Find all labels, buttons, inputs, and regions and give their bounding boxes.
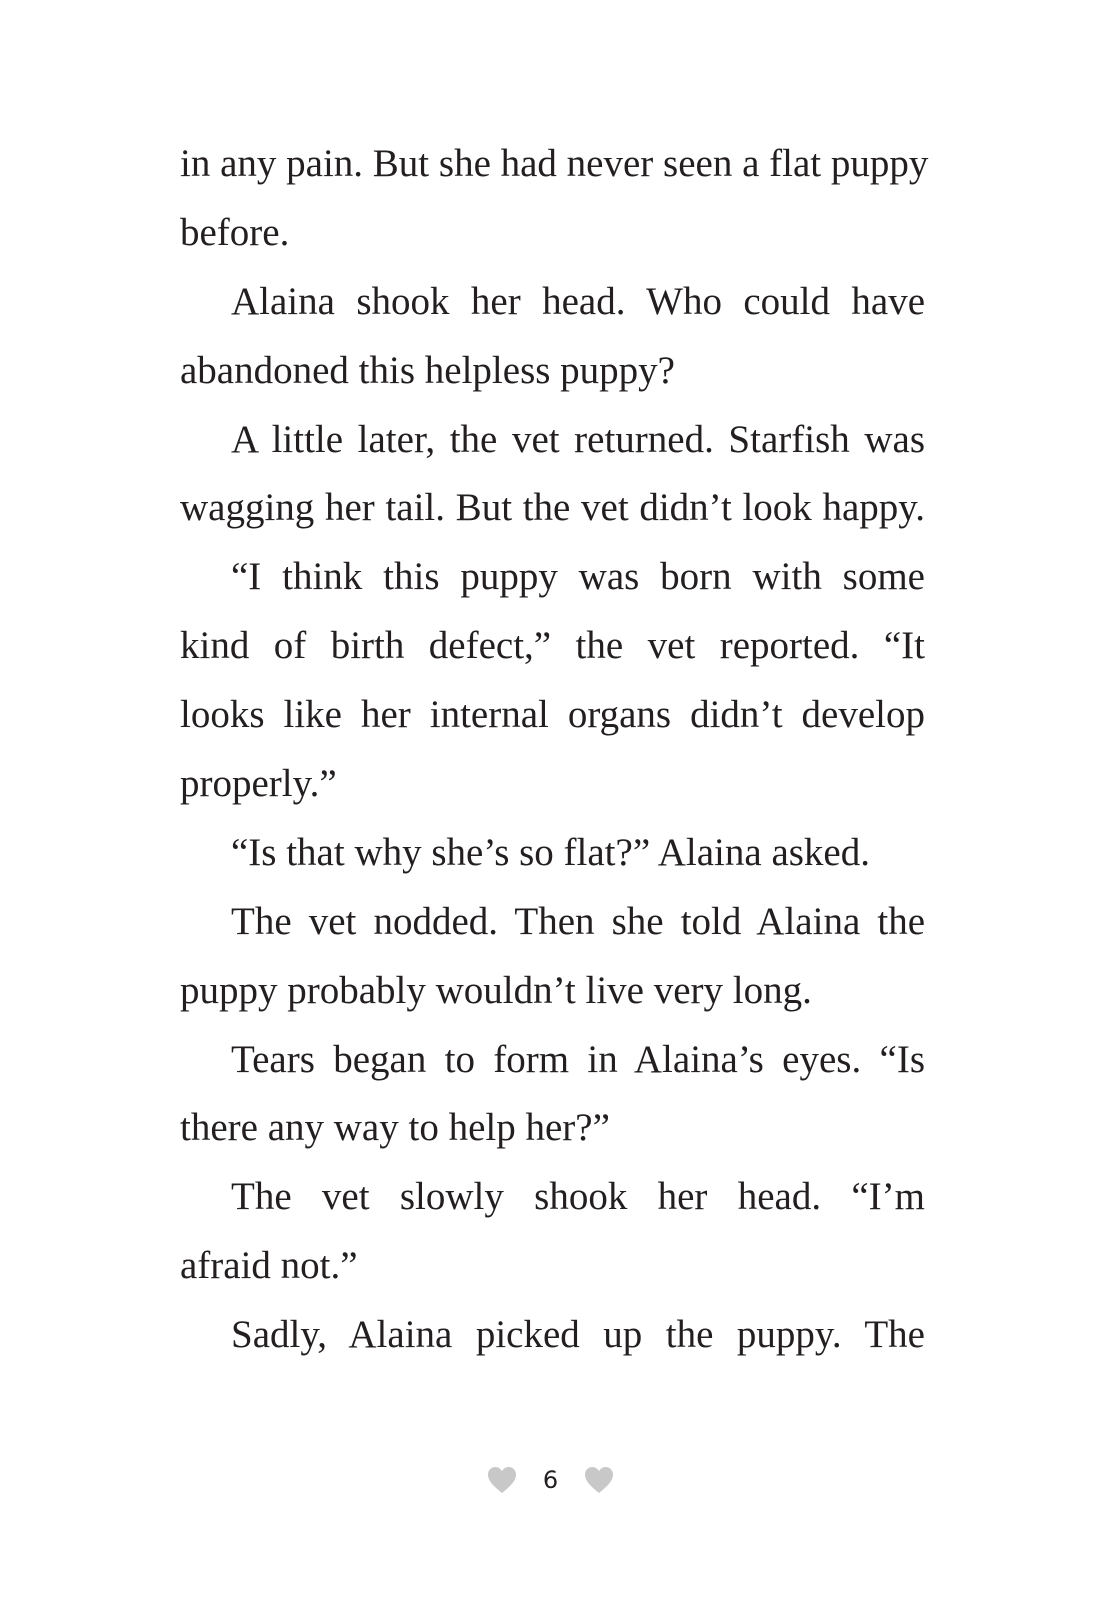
heart-icon xyxy=(487,1466,517,1494)
text-line: there any way to help her?” xyxy=(180,1106,610,1150)
text-line: Tears began to form in Alaina’s eyes. “Is xyxy=(231,1037,925,1081)
text-line: Alaina shook her head. Who could have xyxy=(231,279,925,323)
heart-icon xyxy=(584,1466,614,1494)
page-footer xyxy=(0,1452,1101,1508)
text-line: Sadly, Alaina picked up the puppy. The xyxy=(231,1313,925,1357)
text-line: looks like her internal organs didn’t develop xyxy=(180,693,925,737)
text-line: A little later, the vet returned. Starfish was xyxy=(231,417,925,461)
text-line: The vet nodded. Then she told Alaina the xyxy=(231,899,925,943)
page-number: 6 xyxy=(542,1466,559,1494)
text-line: properly.” xyxy=(180,762,337,806)
text-line: The vet slowly shook her head. “I’m xyxy=(231,1175,925,1219)
text-line: wagging her tail. But the vet didn’t look happy. xyxy=(180,486,925,530)
text-line: “I think this puppy was born with some xyxy=(231,555,925,599)
text-line: before. xyxy=(180,210,290,254)
body-text xyxy=(180,130,929,1370)
text-line: abandoned this helpless puppy? xyxy=(180,348,675,392)
text-line: in any pain. But she had never seen a flat puppy xyxy=(180,142,929,185)
text-line: “Is that why she’s so flat?” Alaina asked. xyxy=(231,830,870,874)
text-line: afraid not.” xyxy=(180,1244,358,1288)
text-line: kind of birth defect,” the vet reported. “It xyxy=(180,624,925,668)
text-line: puppy probably wouldn’t live very long. xyxy=(180,968,812,1012)
